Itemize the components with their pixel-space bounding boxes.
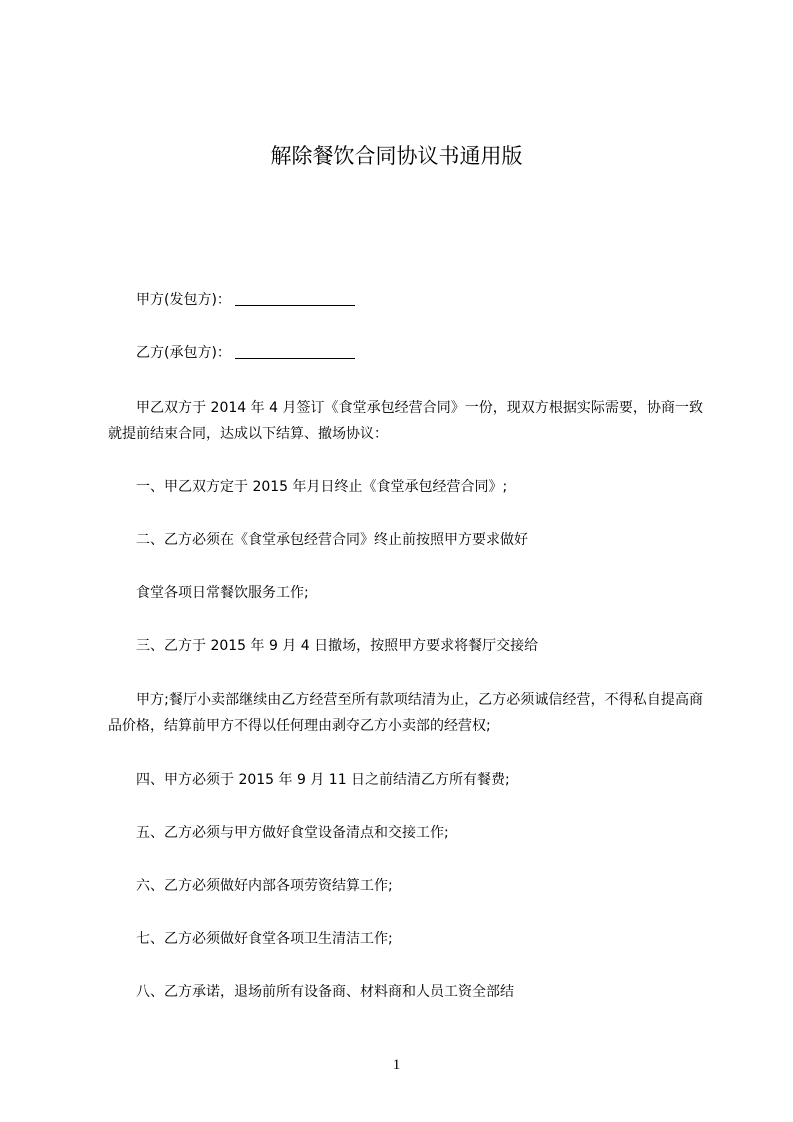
party-a-label: 甲方(发包方)： xyxy=(136,292,231,308)
party-b-blank xyxy=(235,343,355,359)
clause-7: 七、乙方必须做好食堂各项卫生清洁工作; xyxy=(136,931,393,947)
party-a-line xyxy=(136,290,355,310)
clause-1: 一、甲乙双方定于 2015 年月日终止《食堂承包经营合同》; xyxy=(136,479,508,495)
document-title: 解除餐饮合同协议书通用版 xyxy=(270,144,523,168)
party-b-line xyxy=(136,343,355,363)
page-number: 1 xyxy=(392,1057,401,1073)
clause-6: 六、乙方必须做好内部各项劳资结算工作; xyxy=(136,878,393,894)
clause-2: 二、乙方必须在《食堂承包经营合同》终止前按照甲方要求做好 xyxy=(136,532,528,548)
clause-3-continuation: 甲方;餐厅小卖部继续由乙方经营至所有款项结清为止，乙方必须诚信经营，不得私自提高商品价格，结算前甲方不得以任何理由剥夺乙方小卖部的经营权; xyxy=(108,692,703,734)
party-a-blank xyxy=(235,290,355,306)
intro-paragraph: 甲乙双方于 2014 年 4 月签订《食堂承包经营合同》一份，现双方根据实际需要，协商一致就提前结束合同，达成以下结算、撤场协议： xyxy=(108,400,703,442)
clause-4: 四、甲方必须于 2015 年 9 月 11 日之前结清乙方所有餐费; xyxy=(136,772,510,788)
clause-5: 五、乙方必须与甲方做好食堂设备清点和交接工作; xyxy=(136,825,449,841)
party-b-label: 乙方(承包方)： xyxy=(136,345,231,361)
clause-8: 八、乙方承诺，退场前所有设备商、材料商和人员工资全部结 xyxy=(136,984,514,1000)
clause-2-continuation: 食堂各项日常餐饮服务工作; xyxy=(136,585,309,601)
clause-3: 三、乙方于 2015 年 9 月 4 日撤场，按照甲方要求将餐厅交接给 xyxy=(136,638,539,654)
